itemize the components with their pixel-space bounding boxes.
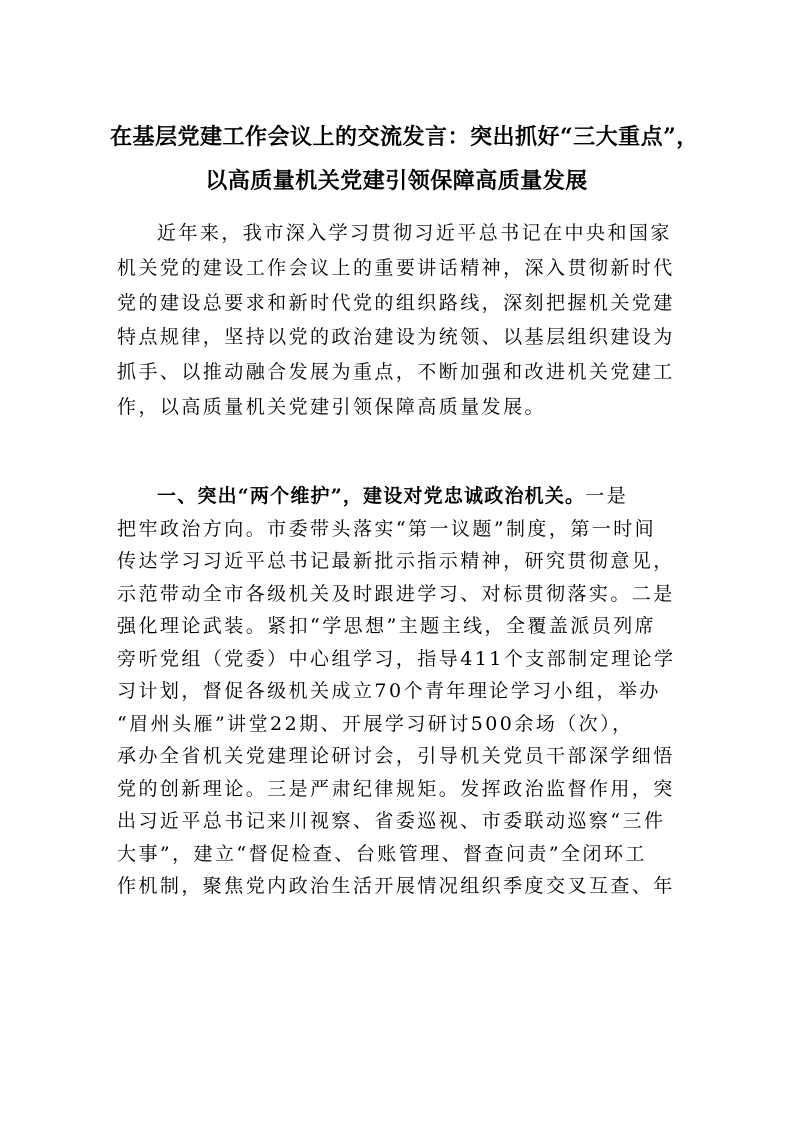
paragraph-line: 把牢政治方向。市委带头落实“第一议题”制度，第一时间 — [117, 517, 657, 540]
paragraph-line: 党的创新理论。三是严肃纪律规矩。发挥政治监督作用，突 — [117, 777, 675, 800]
paragraph-line: “眉州头雁”讲堂22期、开展学习研讨500余场（次）， — [117, 712, 634, 735]
paragraph-line: 党的建设总要求和新时代党的组织路线，深刻把握机关党建 — [117, 291, 675, 314]
section-1-first-line-rest: 一是 — [585, 485, 629, 507]
document-title-line-2: 以高质量机关党建引领保障高质量发展 — [205, 168, 588, 194]
paragraph-line: 大事”，建立“督促检查、台账管理、督查问责”全闭环工 — [117, 842, 647, 865]
section-1-first-line — [117, 480, 687, 513]
paragraph-line: 特点规律，坚持以党的政治建设为统领、以基层组织建设为 — [117, 326, 675, 349]
paragraph-line: 示范带动全市各级机关及时跟进学习、对标贯彻落实。二是 — [117, 582, 675, 605]
paragraph-line: 传达学习习近平总书记最新批示指示精神，研究贯彻意见， — [117, 550, 675, 572]
paragraph-line: 近年来，我市深入学习贯彻习近平总书记在中央和国家 — [157, 222, 672, 244]
paragraph-line: 习计划，督促各级机关成立70个青年理论学习小组，举办 — [117, 680, 661, 702]
paragraph-line: 作机制，聚焦党内政治生活开展情况组织季度交叉互查、年 — [117, 875, 675, 897]
paragraph-line: 强化理论武装。紧扣“学思想”主题主线，全覆盖派员列席 — [117, 615, 657, 637]
paragraph-line: 旁听党组（党委）中心组学习，指导411个支部制定理论学 — [117, 647, 676, 670]
intro-paragraph — [117, 216, 687, 425]
section-1-heading: 一、突出“两个维护”，建设对党忠诚政治机关。 — [157, 485, 586, 507]
paragraph-line: 抓手、以推动融合发展为重点，不断加强和改进机关党建工 — [117, 361, 675, 384]
section-1-paragraph — [117, 480, 687, 903]
paragraph-line: 作，以高质量机关党建引领保障高质量发展。 — [117, 395, 547, 418]
document-title-line-1: 在基层党建工作会议上的交流发言：突出抓好“三大重点”， — [110, 124, 699, 150]
paragraph-line: 机关党的建设工作会议上的重要讲话精神，深入贯彻新时代 — [117, 256, 675, 279]
paragraph-line: 承办全省机关党建理论研讨会，引导机关党员干部深学细悟 — [117, 745, 675, 767]
paragraph-line: 出习近平总书记来川视察、省委巡视、市委联动巡察“三件 — [117, 810, 666, 832]
